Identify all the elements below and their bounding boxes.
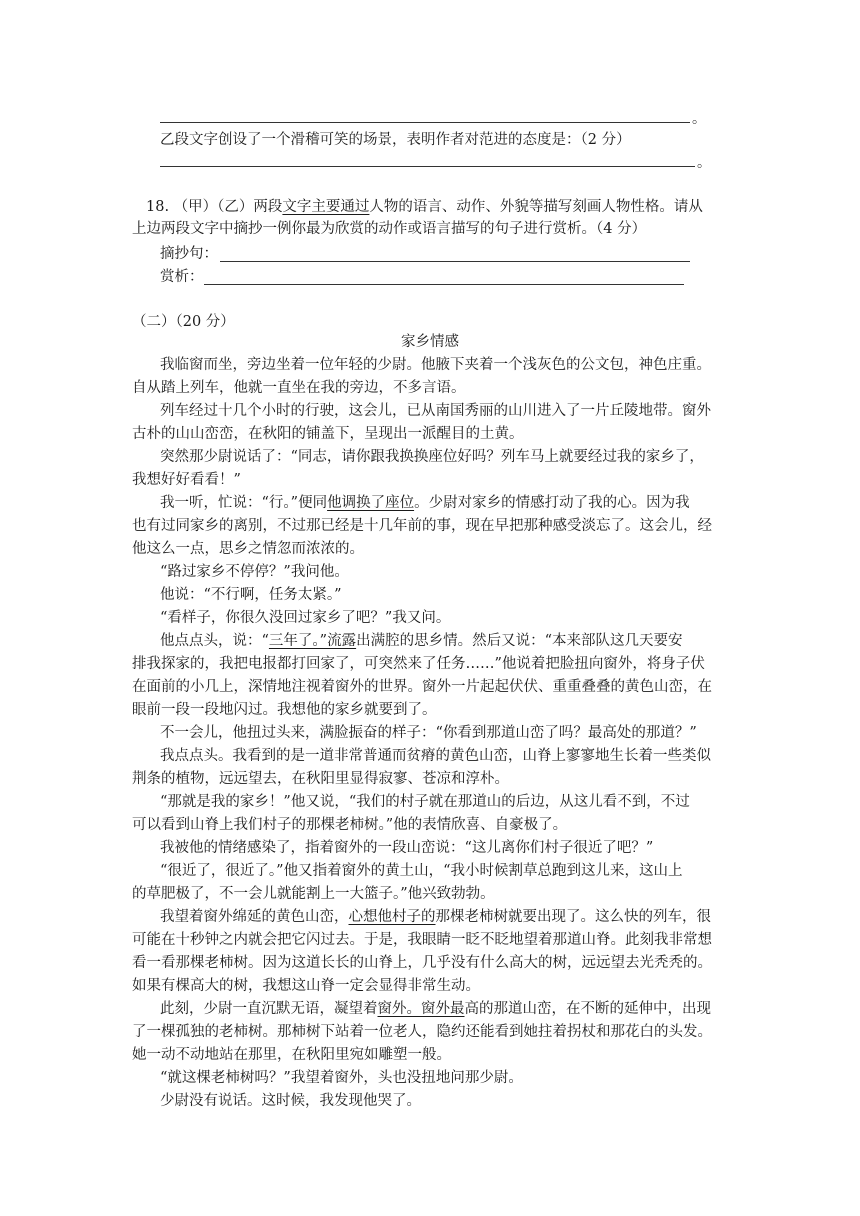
- story-line: 列车经过十几个小时的行驶，这会儿，已从南国秀丽的山川进入了一片丘陵地带。窗外: [160, 403, 711, 419]
- q18-prompt-line-1: [146, 196, 703, 218]
- answer-blank-2[interactable]: [160, 166, 695, 167]
- story-line: 我被他的情绪感染了，指着窗外的一段山峦说：“这儿离你们村子很近了吧？”: [160, 840, 654, 856]
- story-text: 出满腔的思乡情。然后又说：“本来部队这几天要安: [356, 633, 683, 649]
- q17-prompt-2: 乙段文字创设了一个滑稽可笑的场景，表明作者对范进的态度是：（2 分）: [160, 132, 631, 148]
- story-underlined-text: 心想他村子的: [348, 909, 436, 925]
- story-text: 我一听，忙说：“行。”便同: [160, 495, 328, 511]
- answer-blank-1-period: 。: [692, 111, 706, 127]
- story-underlined-text: 三年了。”流露: [268, 633, 357, 649]
- analysis-label: 赏析：: [160, 269, 204, 285]
- story-line: 我点点头。我看到的是一道非常普通而贫瘠的黄色山峦，山脊上寥寥地生长着一些类似: [160, 748, 711, 764]
- answer-blank-2-period: 。: [697, 155, 711, 171]
- q18-underlined-text: 文字主要通过: [282, 199, 370, 215]
- story-line: “很近了，很近了。”他又指着窗外的黄土山，“我小时候割草总跑到这儿来，这山上: [160, 863, 683, 879]
- story-title: 家乡情感: [401, 334, 459, 350]
- story-text: 。少尉对家乡的情感打动了我的心。因为我: [414, 495, 690, 511]
- story-line: 突然那少尉说话了：“同志，请你跟我换换座位好吗？列车马上就要经过我的家乡了，: [160, 449, 704, 465]
- story-line: 不一会儿，他扭过头来，满脸振奋的样子：“你看到那道山峦了吗？最高处的那道？”: [160, 725, 697, 741]
- story-line: 了一棵孤独的老柿树。那柿树下站着一位老人，隐约还能看到她拄着拐杖和那花白的头发。: [132, 1024, 712, 1040]
- story-line: “看样子，你很久没回过家乡了吧？”我又问。: [160, 610, 451, 626]
- story-line: 自从踏上列车，他就一直坐在我的旁边，不多言语。: [132, 380, 466, 396]
- story-line: 少尉没有说话。这时候，我发现他哭了。: [160, 1093, 421, 1109]
- q18-prompt-line-2: 上边两段文字中摘抄一例你最为欣赏的动作或语言描写的句子进行赏析。（4 分）: [132, 221, 647, 237]
- story-line: 排我探家的，我把电报都打回家了，可突然来了任务……”他说着把脸扭向窗外，将身子伏: [132, 656, 705, 672]
- story-underlined-text: 他调换了座位: [327, 495, 415, 511]
- story-line: 如果有棵高大的树，我想这山脊一定会显得非常生动。: [132, 978, 480, 994]
- story-line: “那就是我的家乡！”他又说，“我们的村子就在那道山的后边，从这儿看不到，不过: [160, 794, 690, 810]
- story-line: “就这棵老柿树吗？”我望着窗外，头也没扭地问那少尉。: [160, 1070, 523, 1086]
- excerpt-label: 摘抄句：: [160, 246, 218, 262]
- q18-text: 人物的语言、动作、外貌等描写刻画人物性格。请从: [369, 199, 703, 215]
- story-line: “路过家乡不停停？”我问他。: [160, 564, 349, 580]
- story-line: 他这么一点，思乡之情忽而浓浓的。: [132, 541, 364, 557]
- analysis-answer-blank[interactable]: [204, 284, 684, 285]
- story-line: 可能在十秒钟之内就会把它闪过去。于是，我眼睛一眨不眨地望着那道山脊。此刻我非常想: [132, 932, 712, 948]
- story-text: 此刻，少尉一直沉默无语，凝望着: [160, 1001, 378, 1017]
- story-line: 也有过同家乡的离别，不过那已经是十几年前的事，现在早把那种感受淡忘了。这会儿，经: [132, 518, 712, 534]
- story-line: 的草肥极了，不一会儿就能割上一大篮子。”他兴致勃勃。: [132, 886, 495, 902]
- story-line: 眼前一段一段地闪过。我想他的家乡就要到了。: [132, 702, 437, 718]
- story-text: 他点点头，说：“: [160, 633, 269, 649]
- story-line: [160, 906, 711, 928]
- story-line: 他说：“不行啊，任务太紧。”: [160, 587, 342, 603]
- story-text: 我望着窗外绵延的黄色山峦，: [160, 909, 349, 925]
- section-heading: （二）（20 分）: [132, 314, 235, 330]
- story-text: 高的那道山峦，在不断的延伸中，出现: [464, 1001, 711, 1017]
- story-line: 我临窗而坐，旁边坐着一位年轻的少尉。他腋下夹着一个浅灰色的公文包，神色庄重。: [160, 357, 711, 373]
- story-line: 她一动不动地站在那里，在秋阳里宛如雕塑一般。: [132, 1047, 451, 1063]
- story-line: [160, 630, 683, 652]
- excerpt-answer-blank[interactable]: [220, 261, 690, 262]
- story-line: 可以看到山脊上我们村子的那棵老柿树。”他的表情欣喜、自豪极了。: [132, 817, 568, 833]
- story-line: 看一看那棵老柿树。因为这道长长的山脊上，几乎没有什么高大的树，远远望去光秃秃的。: [132, 955, 712, 971]
- story-line: [160, 492, 690, 514]
- story-line: 在面前的小几上，深情地注视着窗外的世界。窗外一片起起伏伏、重重叠叠的黄色山峦，在: [132, 679, 712, 695]
- answer-blank-1[interactable]: [160, 122, 690, 123]
- story-text: 那棵老柿树就要出现了。这么快的列车，很: [435, 909, 711, 925]
- story-line: [160, 998, 711, 1020]
- story-line: 古朴的山山峦峦，在秋阳的铺盖下，呈现出一派醒目的土黄。: [132, 426, 524, 442]
- story-underlined-text: 窗外。窗外最: [377, 1001, 465, 1017]
- story-line: 我想好好看看！”: [132, 472, 241, 488]
- story-line: 荆条的植物，远远望去，在秋阳里显得寂寥、苍凉和淳朴。: [132, 771, 509, 787]
- q18-number-text: 18. （甲）（乙）两段: [146, 199, 283, 215]
